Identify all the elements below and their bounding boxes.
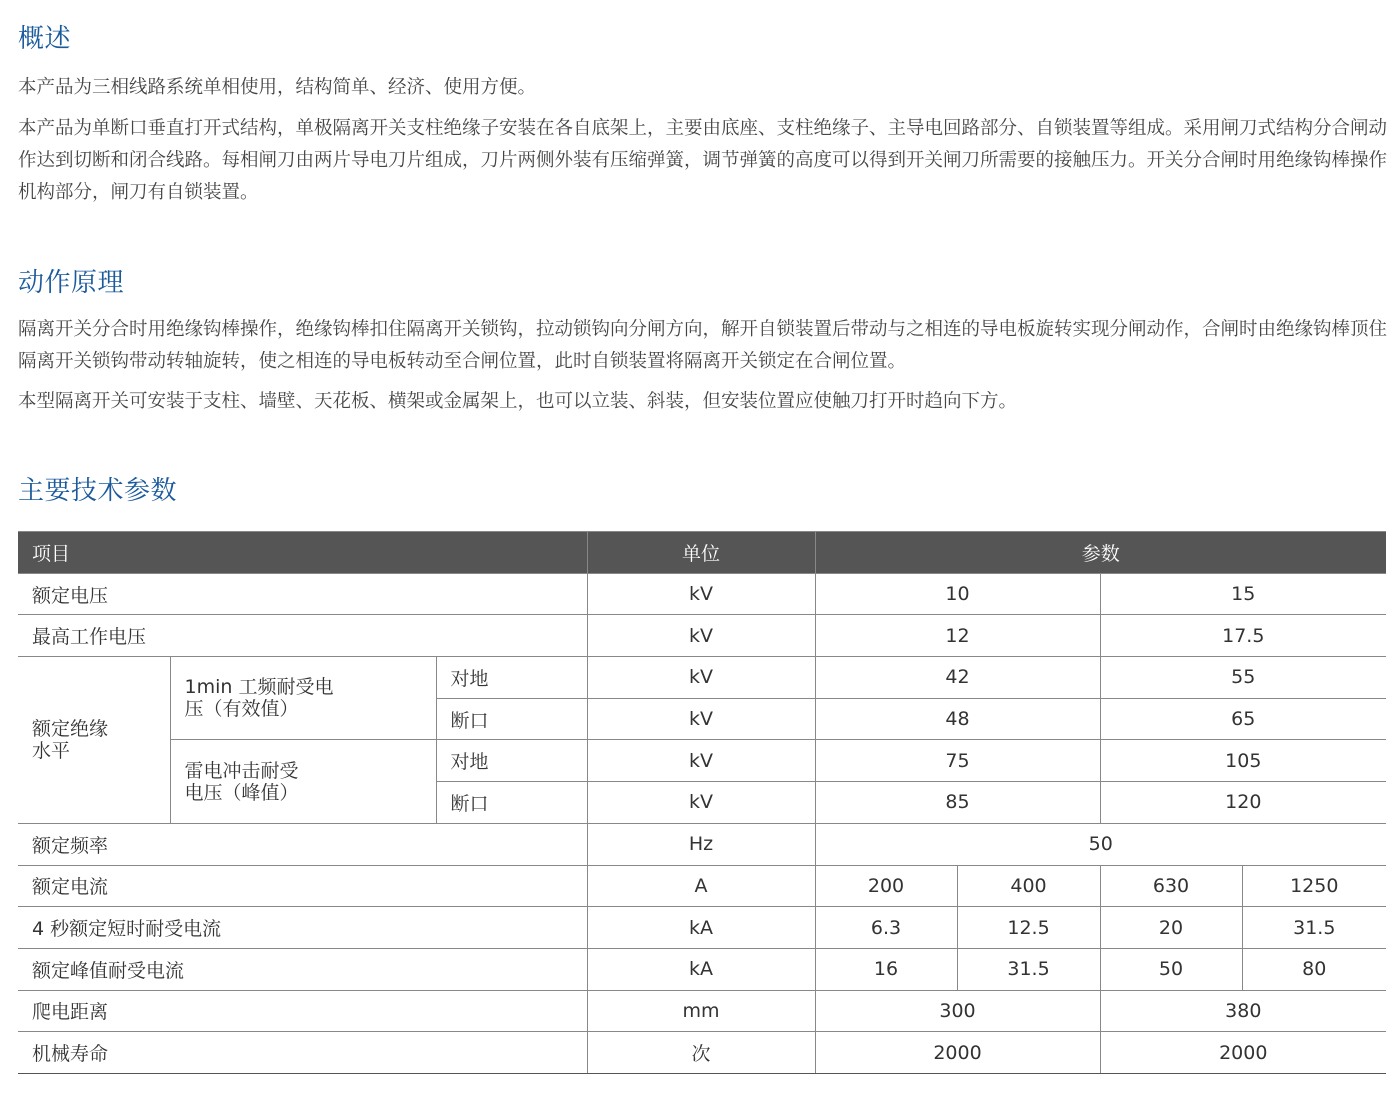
row-value: 31.5 xyxy=(957,948,1100,990)
row-value: 65 xyxy=(1100,698,1386,740)
row-value: 16 xyxy=(815,948,957,990)
row-value: 200 xyxy=(815,865,957,907)
row-value: 2000 xyxy=(815,1032,1100,1074)
row-sublabel: 断口 xyxy=(436,698,587,740)
row-value: 120 xyxy=(1100,782,1386,824)
row-label: 机械寿命 xyxy=(18,1032,587,1074)
table-row xyxy=(18,615,1386,657)
row-value: 15 xyxy=(1100,573,1386,615)
row-label: 额定峰值耐受电流 xyxy=(18,948,587,990)
row-label: 爬电距离 xyxy=(18,990,587,1032)
lightning-label xyxy=(170,740,436,823)
row-sublabel: 对地 xyxy=(436,657,587,699)
power-frequency-label xyxy=(170,657,436,740)
table-row xyxy=(18,573,1386,615)
row-value: 1250 xyxy=(1242,865,1386,907)
header-params: 参数 xyxy=(815,532,1386,574)
row-value: 6.3 xyxy=(815,907,957,949)
insulation-label-text: 额定绝缘水平 xyxy=(32,717,109,762)
row-unit: Hz xyxy=(587,823,815,865)
table-row xyxy=(18,823,1386,865)
row-value: 50 xyxy=(1100,948,1242,990)
insulation-label xyxy=(18,657,170,824)
table-header-row xyxy=(18,532,1386,574)
row-value: 20 xyxy=(1100,907,1242,949)
table-row xyxy=(18,948,1386,990)
row-value: 380 xyxy=(1100,990,1386,1032)
row-unit: kA xyxy=(587,907,815,949)
row-unit: kV xyxy=(587,573,815,615)
row-label: 最高工作电压 xyxy=(18,615,587,657)
row-label: 4 秒额定短时耐受电流 xyxy=(18,907,587,949)
row-value: 12 xyxy=(815,615,1100,657)
row-unit: kV xyxy=(587,698,815,740)
row-label: 额定频率 xyxy=(18,823,587,865)
row-value: 12.5 xyxy=(957,907,1100,949)
lightning-label-text: 雷电冲击耐受电压（峰值） xyxy=(184,759,299,804)
row-unit: A xyxy=(587,865,815,907)
principle-heading: 动作原理 xyxy=(18,268,125,298)
row-unit: 次 xyxy=(587,1032,815,1074)
row-value: 42 xyxy=(815,657,1100,699)
row-label: 额定电流 xyxy=(18,865,587,907)
row-value: 50 xyxy=(815,823,1386,865)
row-value: 10 xyxy=(815,573,1100,615)
row-value: 85 xyxy=(815,782,1100,824)
row-unit: kV xyxy=(587,740,815,782)
row-value: 300 xyxy=(815,990,1100,1032)
row-value: 75 xyxy=(815,740,1100,782)
overview-paragraph-1: 本产品为三相线路系统单相使用，结构简单、经济、使用方便。 xyxy=(18,77,537,98)
row-value: 17.5 xyxy=(1100,615,1386,657)
table-row xyxy=(18,657,1386,699)
row-value: 80 xyxy=(1242,948,1386,990)
table-row xyxy=(18,907,1386,949)
row-value: 31.5 xyxy=(1242,907,1386,949)
table-row xyxy=(18,740,1386,782)
overview-paragraph-2: 本产品为单断口垂直打开式结构，单极隔离开关支柱绝缘子安装在各自底架上，主要由底座、支柱绝缘子、主导电回路部分、自锁装置等组成。采用闸刀式结构分合闸动作达到切断和闭合线路。每相闸刀由两片导电刀片组成，刀片两侧外装有压缩弹簧，调节弹簧的高度可以得到开关闸刀所需要的接触压力。开关分合闸时用绝缘钩棒操作机构部分，闸刀有自锁装置。 xyxy=(18,118,1388,203)
row-value: 48 xyxy=(815,698,1100,740)
principle-paragraph-2: 本型隔离开关可安装于支柱、墙壁、天花板、横架或金属架上，也可以立装、斜装，但安装位置应使触刀打开时趋向下方。 xyxy=(18,391,1018,412)
row-value: 630 xyxy=(1100,865,1242,907)
row-value: 400 xyxy=(957,865,1100,907)
row-value: 2000 xyxy=(1100,1032,1386,1074)
row-unit: kA xyxy=(587,948,815,990)
overview-heading: 概述 xyxy=(18,24,72,54)
row-unit: kV xyxy=(587,782,815,824)
row-value: 105 xyxy=(1100,740,1386,782)
row-sublabel: 断口 xyxy=(436,782,587,824)
header-unit: 单位 xyxy=(587,532,815,574)
table-row xyxy=(18,1032,1386,1074)
row-unit: kV xyxy=(587,657,815,699)
principle-paragraph-1: 隔离开关分合时用绝缘钩棒操作，绝缘钩棒扣住隔离开关锁钩，拉动锁钩向分闸方向，解开自锁装置后带动与之相连的导电板旋转实现分闸动作，合闸时由绝缘钩棒顶住隔离开关锁钩带动转轴旋转，使之相连的导电板转动至合闸位置，此时自锁装置将隔离开关锁定在合闸位置。 xyxy=(18,319,1388,372)
row-unit: kV xyxy=(587,615,815,657)
row-sublabel: 对地 xyxy=(436,740,587,782)
power-frequency-label-text: 1min 工频耐受电压（有效值） xyxy=(184,676,334,721)
row-label: 额定电压 xyxy=(18,573,587,615)
table-row xyxy=(18,990,1386,1032)
specs-heading: 主要技术参数 xyxy=(18,476,178,506)
header-item: 项目 xyxy=(18,532,587,574)
row-value: 55 xyxy=(1100,657,1386,699)
table-row xyxy=(18,865,1386,907)
spec-table xyxy=(18,531,1386,1074)
row-unit: mm xyxy=(587,990,815,1032)
